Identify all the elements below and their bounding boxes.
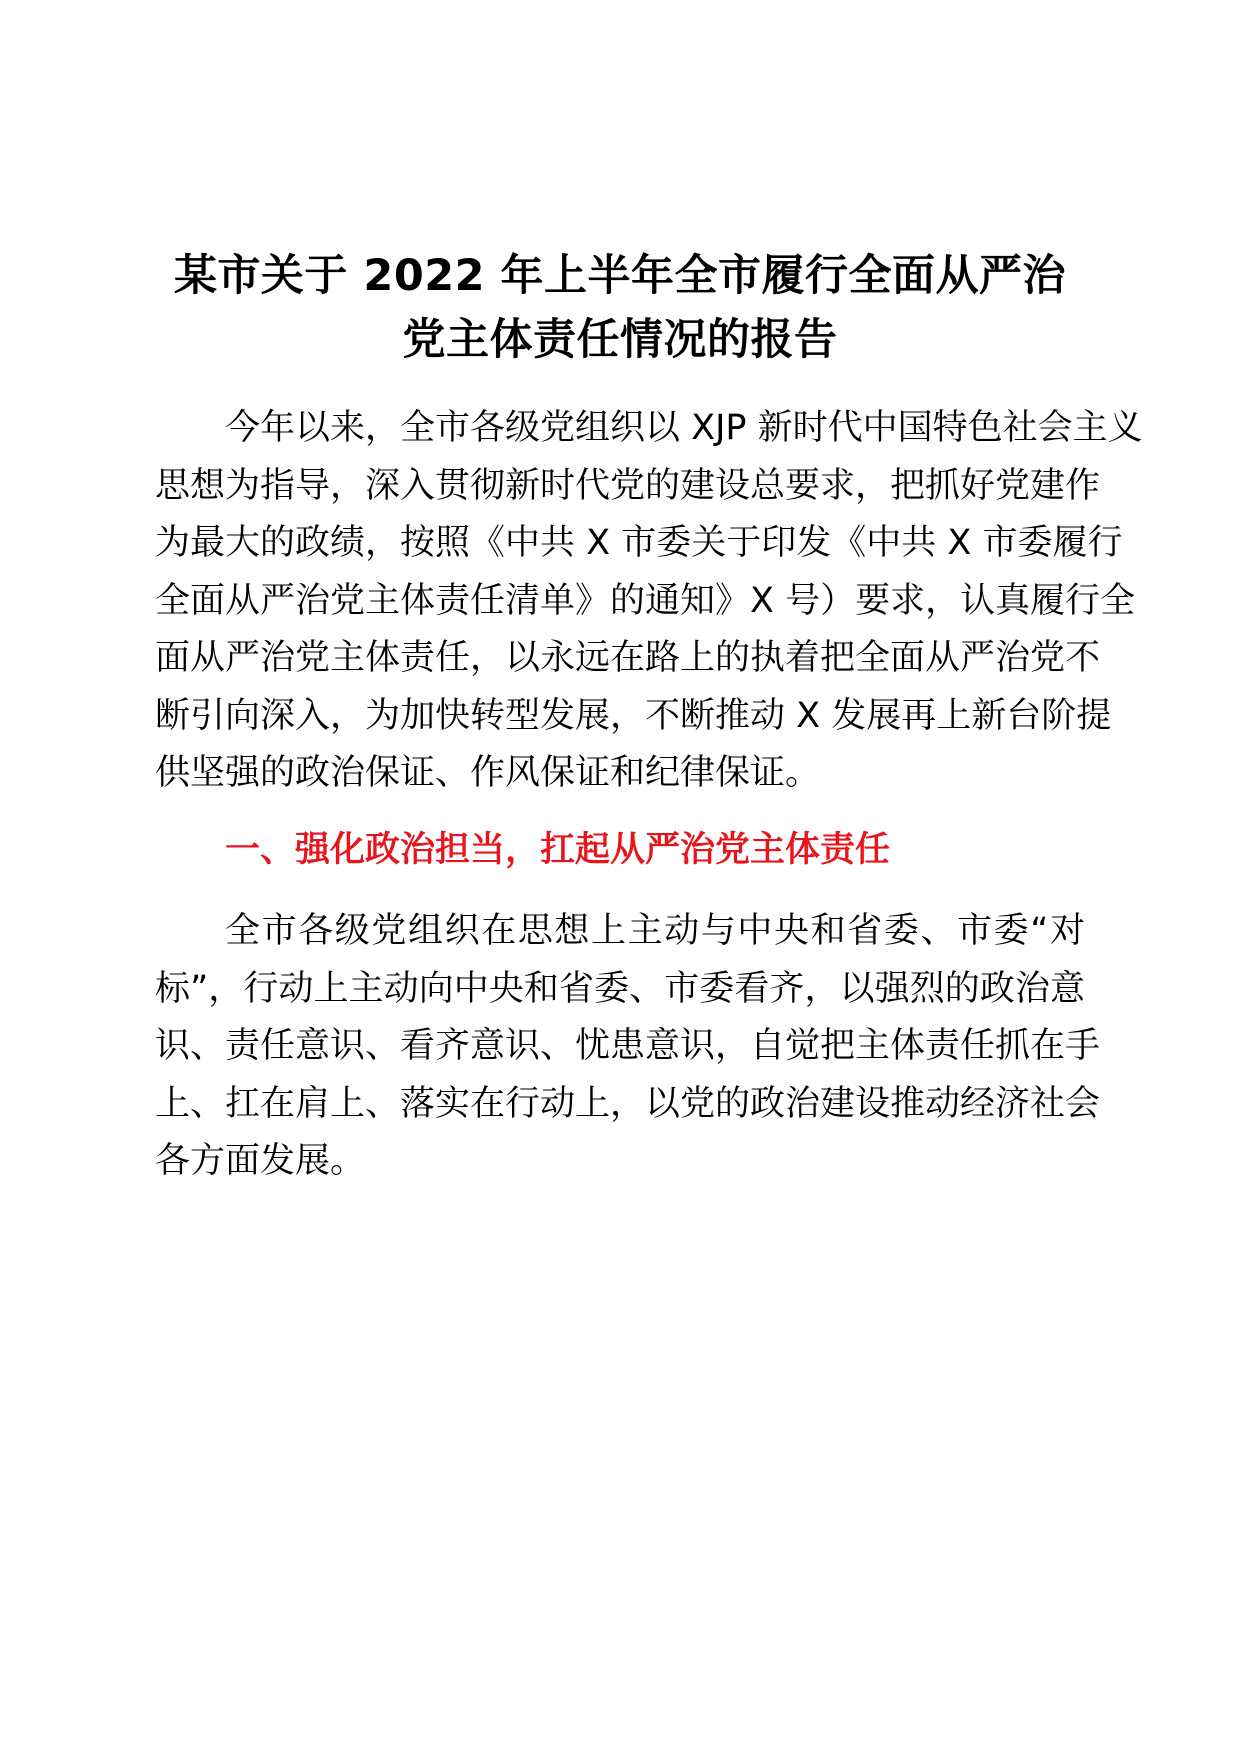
paragraph-line: 断引向深入，为加快转型发展，不断推动 X 发展再上新台阶提 xyxy=(155,695,1112,736)
paragraph-line: 面从严治党主体责任，以永远在路上的执着把全面从严治党不 xyxy=(155,638,1101,678)
paragraph-line: 识、责任意识、看齐意识、忧患意识，自觉把主体责任抓在手 xyxy=(155,1026,1101,1066)
paragraph-line: 各方面发展。 xyxy=(155,1141,366,1181)
section-heading: 一、强化政治担当，扛起从严治党主体责任 xyxy=(225,830,891,870)
paragraph-line: 全面从严治党主体责任清单》的通知》X 号）要求，认真履行全 xyxy=(155,580,1136,621)
paragraph-line: 今年以来，全市各级党组织以 XJP 新时代中国特色社会主义 xyxy=(225,408,1143,448)
section-paragraph xyxy=(155,903,1101,1191)
paragraph-line: 全市各级党组织在思想上主动与中央和省委、市委“对 xyxy=(225,911,1085,951)
paragraph-line: 供坚强的政治保证、作风保证和纪律保证。 xyxy=(155,753,821,793)
title-line: 某市关于 2022 年上半年全市履行全面从严治 xyxy=(173,251,1067,301)
title-line: 党主体责任情况的报告 xyxy=(402,315,838,365)
paragraph-line: 为最大的政绩，按照《中共 X 市委关于印发《中共 X 市委履行 xyxy=(155,523,1123,563)
intro-paragraph xyxy=(155,400,1143,803)
document-title xyxy=(150,244,1090,372)
paragraph-line: 标”，行动上主动向中央和省委、市委看齐，以强烈的政治意 xyxy=(155,968,1085,1009)
paragraph-line: 思想为指导，深入贯彻新时代党的建设总要求，把抓好党建作 xyxy=(155,465,1101,506)
paragraph-line: 上、扛在肩上、落实在行动上，以党的政治建设推动经济社会 xyxy=(155,1083,1101,1124)
